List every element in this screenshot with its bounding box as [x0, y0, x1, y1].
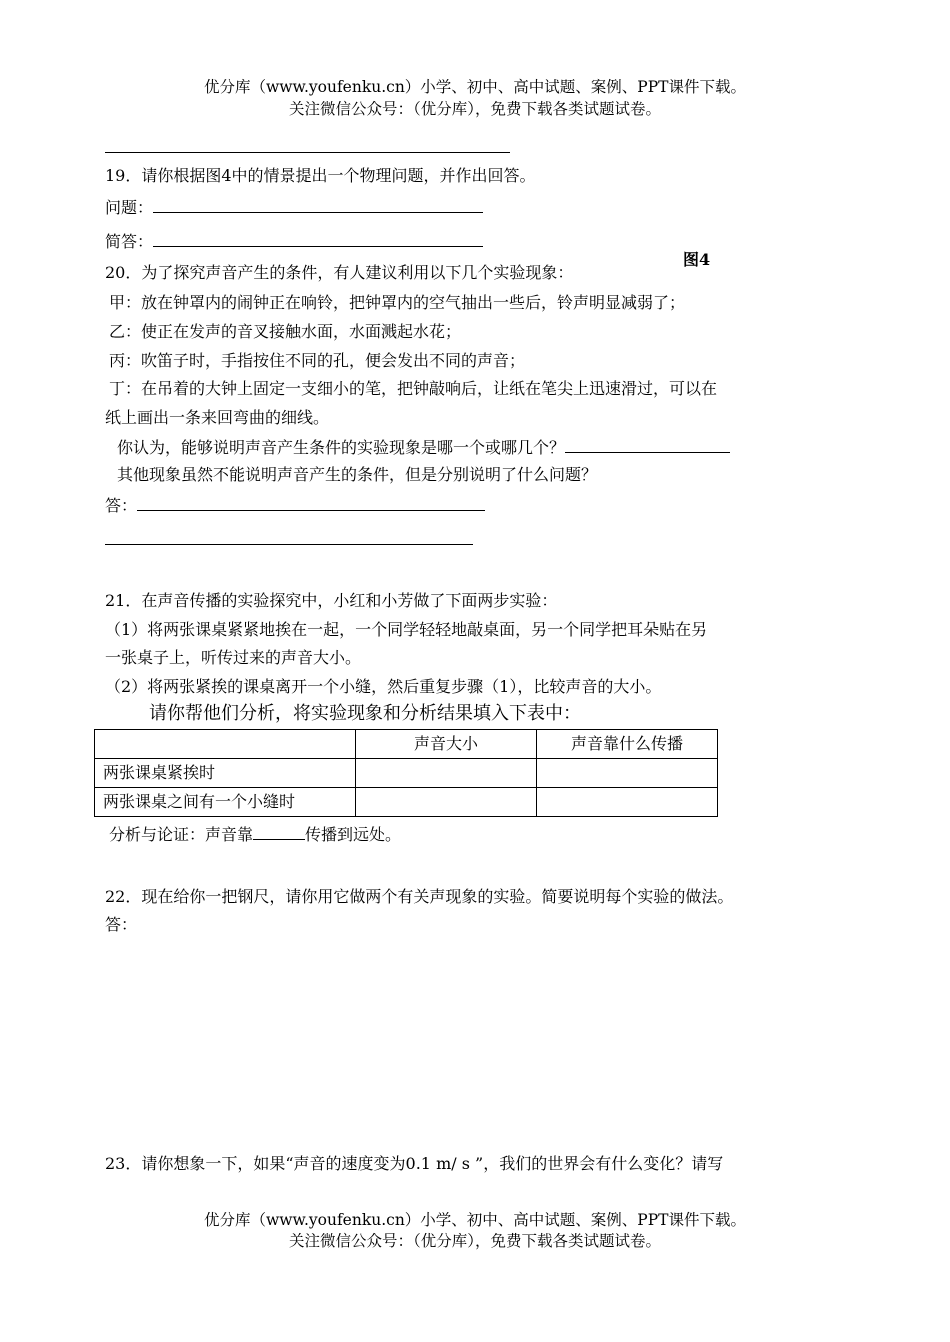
q19-question-label: 问题：	[105, 198, 154, 217]
q20-item-b: 乙：使正在发声的音叉接触水面，水面溅起水花；	[109, 322, 462, 341]
q20-item-c: 丙：吹笛子时，手指按住不同的孔，便会发出不同的声音；	[109, 351, 526, 370]
q20-item-d-cont: 纸上画出一条来回弯曲的细线。	[105, 408, 330, 427]
q20-answer-blank[interactable]	[137, 494, 485, 511]
q21-table	[94, 729, 718, 817]
q20-item-a: 甲：放在钟罩内的闹钟正在响铃，把钟罩内的空气抽出一些后，铃声明显减弱了；	[109, 293, 686, 312]
q20-ask-1-text: 你认为，能够说明声音产生条件的实验现象是哪一个或哪几个？	[117, 438, 566, 457]
table-row	[95, 759, 718, 788]
table-header-cell	[95, 730, 356, 759]
q22-answer-label: 答：	[105, 915, 138, 934]
table-cell[interactable]	[537, 788, 718, 817]
table-cell[interactable]	[356, 788, 537, 817]
q20-item-d: 丁：在吊着的大钟上固定一支细小的笔，把钟敲响后，让纸在笔尖上迅速滑过，可以在	[109, 379, 718, 398]
q20-answer-line-2[interactable]	[105, 544, 473, 545]
footer-line-1: 优分库（www.youfenku.cn）小学、初中、高中试题、案例、PPT课件下载。	[203, 1211, 747, 1229]
q19-question	[105, 196, 483, 217]
q21-conclusion-pre: 分析与论证：声音靠	[109, 825, 254, 844]
table-header-cell: 声音大小	[356, 730, 537, 759]
q21-conclusion-post: 传播到远处。	[305, 825, 402, 844]
q20-ask-1-blank[interactable]	[565, 436, 730, 453]
q21-instruction: 请你帮他们分析，将实验现象和分析结果填入下表中：	[149, 703, 581, 724]
table-cell[interactable]	[537, 759, 718, 788]
q20-answer	[105, 494, 485, 515]
header-line-2: 关注微信公众号：（优分库），免费下载各类试题试卷。	[288, 100, 661, 118]
q19-answer-label: 简答：	[105, 232, 154, 251]
q21-step-1-cont: 一张桌子上，听传过来的声音大小。	[105, 648, 362, 667]
q21-step-1: （1）将两张课桌紧紧地挨在一起，一个同学轻轻地敲桌面，另一个同学把耳朵贴在另	[105, 620, 708, 639]
header-line-1: 优分库（www.youfenku.cn）小学、初中、高中试题、案例、PPT课件下载。	[203, 78, 747, 96]
q19-answer	[105, 230, 483, 251]
q22-text: 22．现在给你一把钢尺，请你用它做两个有关声现象的实验。简要说明每个实验的做法。	[105, 887, 734, 906]
q21-conclusion-blank[interactable]	[253, 823, 305, 840]
q20-ask-1	[117, 436, 730, 457]
q20-answer-label: 答：	[105, 496, 138, 515]
q19-text: 19．请你根据图4中的情景提出一个物理问题，并作出回答。	[105, 166, 536, 185]
table-header-cell: 声音靠什么传播	[537, 730, 718, 759]
table-cell: 两张课桌之间有一个小缝时	[95, 788, 356, 817]
table-row	[95, 788, 718, 817]
q20-ask-2: 其他现象虽然不能说明声音产生的条件，但是分别说明了什么问题？	[117, 465, 598, 484]
table-cell: 两张课桌紧挨时	[95, 759, 356, 788]
q19-question-blank[interactable]	[153, 196, 483, 213]
q20-text: 20．为了探究声音产生的条件，有人建议利用以下几个实验现象：	[105, 263, 574, 282]
figure-4-label: 图4	[683, 250, 711, 269]
table-header-row	[95, 730, 718, 759]
q19-answer-blank[interactable]	[153, 230, 483, 247]
q21-step-2: （2）将两张紧挨的课桌离开一个小缝，然后重复步骤（1），比较声音的大小。	[105, 677, 662, 696]
q21-text: 21．在声音传播的实验探究中，小红和小芳做了下面两步实验：	[105, 591, 558, 610]
footer-line-2: 关注微信公众号：（优分库），免费下载各类试题试卷。	[288, 1232, 661, 1250]
table-cell[interactable]	[356, 759, 537, 788]
answer-line	[105, 152, 510, 153]
q23-text: 23．请你想象一下，如果“声音的速度变为0.1 m/ s ”，我们的世界会有什么变化？请写	[105, 1154, 724, 1173]
q21-conclusion	[109, 823, 401, 844]
